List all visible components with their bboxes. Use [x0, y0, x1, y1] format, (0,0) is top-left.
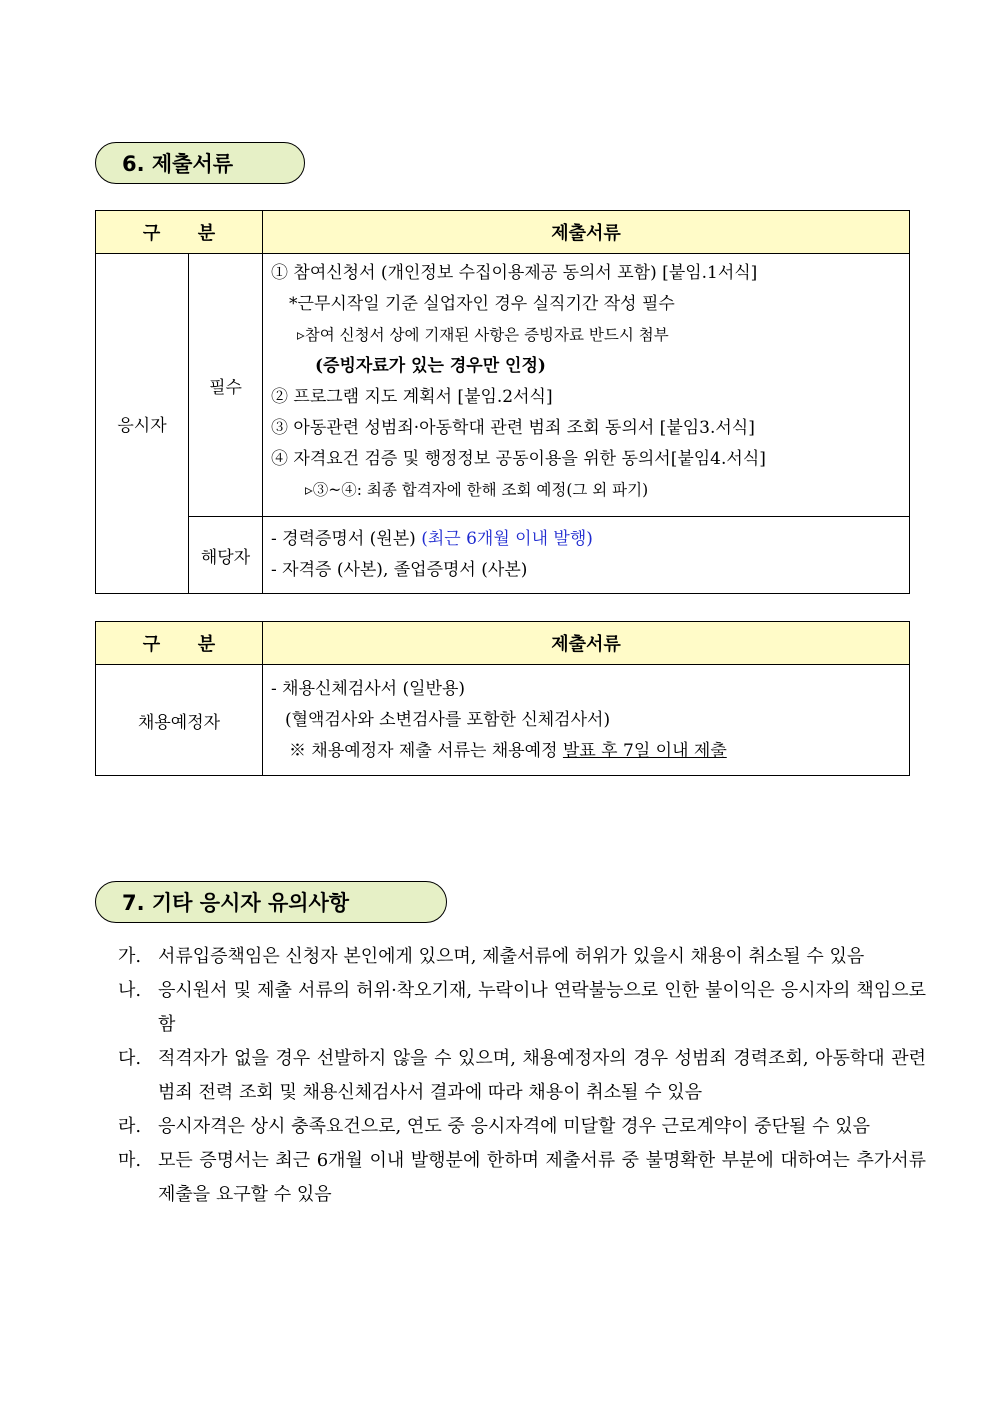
doc-note: (혈액검사와 소변검사를 포함한 신체검사서): [285, 709, 611, 730]
doc-note-underline: 발표 후 7일 이내 제출: [562, 740, 727, 761]
prospective-category: 채용예정자: [96, 665, 263, 776]
doc-line: ① 참여신청서 (개인정보 수집이용제공 동의서 포함) [붙임.1서식]: [271, 263, 758, 283]
table-header-row: [96, 211, 910, 254]
doc-line: - 자격증 (사본), 졸업증명서 (사본): [271, 560, 528, 580]
doc-line: ③ 아동관련 성범죄·아동학대 관련 범죄 조회 동의서 [붙임3.서식]: [271, 418, 755, 438]
list-marker: 마.: [118, 1150, 142, 1171]
list-marker: 라.: [118, 1116, 142, 1137]
list-item-text: 적격자가 없을 경우 선발하지 않을 수 있으며, 채용예정자의 경우 성범죄 경력조회, 아동학대 관련범죄 전력 조회 및 채용신체검사서 결과에 따라 채용이 취소될 수 있음: [158, 1048, 926, 1103]
required-documents: [263, 254, 910, 517]
section-7-title-text: 7. 기타 응시자 유의사항: [122, 891, 350, 915]
list-item: [118, 1110, 926, 1144]
header-category: 구 분: [96, 211, 263, 254]
list-marker: 나.: [118, 980, 142, 1001]
list-item: [118, 940, 926, 974]
list-item-text: 응시원서 및 제출 서류의 허위·착오기재, 누락이나 연락불능으로 인한 불이익은 응시자의 책임으로 함: [158, 980, 926, 1035]
table-row: [96, 517, 910, 594]
prospective-documents: [263, 665, 910, 776]
applicable-label: 해당자: [189, 517, 263, 594]
list-item: [118, 974, 926, 1042]
doc-line: ④ 자격요건 검증 및 행정정보 공동이용을 위한 동의서[붙임4.서식]: [271, 449, 766, 469]
documents-table-applicant: [95, 210, 910, 594]
doc-line: ② 프로그램 지도 계획서 [붙임.2서식]: [271, 387, 553, 407]
list-marker: 가.: [118, 946, 142, 967]
list-item-text: 서류입증책임은 신청자 본인에게 있으며, 제출서류에 허위가 있을시 채용이 취소될 수 있음: [158, 946, 865, 967]
list-item: [118, 1144, 926, 1212]
doc-note: ▹③~④: 최종 합격자에 한해 조회 예정(그 외 파기): [305, 481, 649, 499]
doc-line: [271, 524, 909, 555]
documents-table-prospective: [95, 621, 910, 776]
doc-note: *근무시작일 기준 실업자인 경우 실직기간 작성 필수: [289, 294, 675, 314]
section-6-title: [95, 142, 305, 184]
list-item: [118, 1042, 926, 1110]
doc-note: [271, 736, 909, 767]
applicable-documents: [263, 517, 910, 594]
header-documents: 제출서류: [263, 622, 910, 665]
doc-note-text: ※ 채용예정자 제출 서류는 채용예정: [289, 740, 563, 761]
list-marker: 다.: [118, 1048, 142, 1069]
doc-note: ▹참여 신청서 상에 기재된 사항은 증빙자료 반드시 첨부: [297, 326, 669, 344]
header-category: 구 분: [96, 622, 263, 665]
doc-note-bold: (증빙자료가 있는 경우만 인정): [315, 356, 546, 376]
doc-line-text: - 경력증명서 (원본): [271, 529, 422, 549]
notes-list: [118, 940, 926, 1212]
list-item-text: 모든 증명서는 최근 6개월 이내 발행분에 한하며 제출서류 중 불명확한 부분에 대하여는 추가서류 제출을 요구할 수 있음: [158, 1150, 926, 1205]
table-row: [96, 665, 910, 776]
table-row: [96, 254, 910, 517]
doc-line: - 채용신체검사서 (일반용): [271, 678, 466, 699]
list-item-text: 응시자격은 상시 충족요건으로, 연도 중 응시자격에 미달할 경우 근로계약이 중단될 수 있음: [158, 1116, 871, 1137]
required-label: 필수: [189, 254, 263, 517]
section-6-title-text: 6. 제출서류: [122, 152, 234, 176]
doc-line-highlight: (최근 6개월 이내 발행): [421, 529, 593, 549]
table-header-row: [96, 622, 910, 665]
header-documents: 제출서류: [263, 211, 910, 254]
section-7-title: [95, 881, 447, 923]
applicant-category: 응시자: [96, 254, 189, 594]
